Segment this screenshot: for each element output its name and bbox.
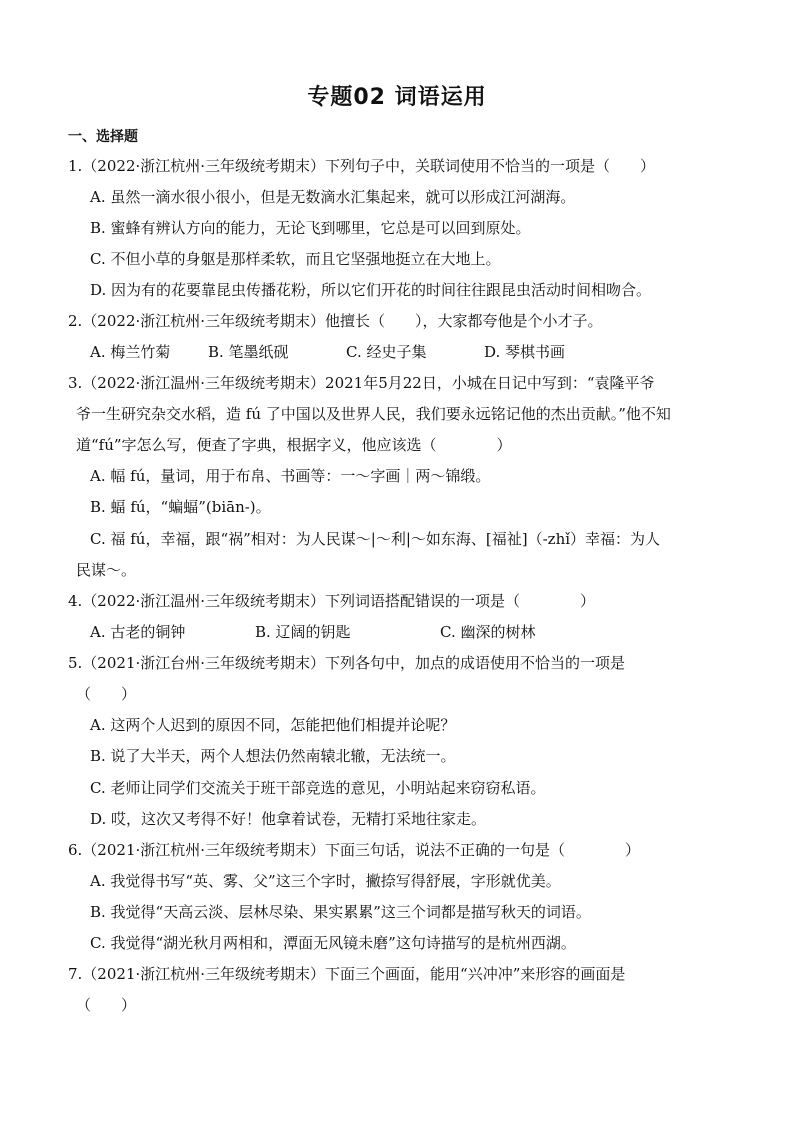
question-7-stem-line-2: （ ） bbox=[76, 996, 137, 1014]
question-5-option-c: C. 老师让同学们交流关于班干部竞选的意见，小明站起来窃窃私语。 bbox=[90, 779, 546, 797]
question-3-stem-line-3: 道“fú”字怎么写，便查了字典，根据字义，他应该选（ ） bbox=[76, 436, 512, 454]
question-2-option-b: B. 笔墨纸砚 bbox=[208, 343, 289, 361]
question-5-option-d: D. 哎，这次又考得不好！他拿着试卷，无精打采地往家走。 bbox=[90, 810, 487, 828]
question-2-options bbox=[90, 342, 565, 362]
question-7-stem: 7.（2021·浙江杭州·三年级统考期末）下面三个画面，能用“兴冲冲”来形容的画面是 bbox=[68, 965, 626, 983]
page-title: 专题02 词语运用 bbox=[307, 85, 487, 110]
question-2-stem: 2.（2022·浙江杭州·三年级统考期末）他擅长（ ），大家都夸他是个小才子。 bbox=[68, 312, 603, 330]
question-3-stem-line-2: 爷一生研究杂交水稻，造 fú 了中国以及世界人民，我们要永远铭记他的杰出贡献。”他不知 bbox=[76, 405, 671, 423]
section-heading: 一、选择题 bbox=[68, 129, 138, 145]
question-1-option-a: A. 虽然一滴水很小很小，但是无数滴水汇集起来，就可以形成江河湖海。 bbox=[90, 188, 576, 206]
question-6-option-a: A. 我觉得书写“英、雾、父”这三个字时，撇捺写得舒展，字形就优美。 bbox=[90, 872, 561, 890]
question-6-option-b: B. 我觉得“天高云淡、层林尽染、果实累累”这三个词都是描写秋天的词语。 bbox=[90, 903, 591, 921]
question-5-stem: 5.（2021·浙江台州·三年级统考期末）下列各句中，加点的成语使用不恰当的一项是 bbox=[68, 654, 626, 672]
question-4-option-a: A. 古老的铜钟 bbox=[90, 623, 186, 641]
question-2-option-c: C. 经史子集 bbox=[346, 343, 427, 361]
question-4-options bbox=[90, 622, 535, 642]
question-4-option-b: B. 辽阔的钥匙 bbox=[255, 623, 351, 641]
question-5-option-b: B. 说了大半天，两个人想法仍然南辕北辙，无法统一。 bbox=[90, 747, 456, 765]
question-3-stem: 3.（2022·浙江温州·三年级统考期末）2021年5月22日，小城在日记中写到：“袁隆平爷 bbox=[68, 374, 655, 392]
question-3-option-b: B. 蝠 fú，“蝙蝠”(biān-)。 bbox=[90, 498, 271, 516]
question-1-option-c: C. 不但小草的身躯是那样柔软，而且它坚强地挺立在大地上。 bbox=[90, 250, 501, 268]
question-1-option-d: D. 因为有的花要靠昆虫传播花粉，所以它们开花的时间往往跟昆虫活动时间相吻合。 bbox=[90, 281, 652, 299]
question-3-option-a: A. 幅 fú，量词，用于布帛、书画等：一～字画｜两～锦缎。 bbox=[90, 467, 491, 485]
question-6-option-c: C. 我觉得“湖光秋月两相和，潭面无风镜未磨”这句诗描写的是杭州西湖。 bbox=[90, 934, 576, 952]
question-6-stem: 6.（2021·浙江杭州·三年级统考期末）下面三句话，说法不正确的一句是（ ） bbox=[68, 841, 641, 859]
question-4-stem: 4.（2022·浙江温州·三年级统考期末）下列词语搭配错误的一项是（ ） bbox=[68, 592, 596, 610]
question-5-option-a: A. 这两个人迟到的原因不同，怎能把他们相提并论呢？ bbox=[90, 716, 456, 734]
question-3-option-c-continued: 民谋～。 bbox=[76, 561, 137, 579]
question-4-option-c: C. 幽深的树林 bbox=[440, 623, 536, 641]
question-2-option-d: D. 琴棋书画 bbox=[484, 343, 566, 361]
question-1-stem: 1.（2022·浙江杭州·三年级统考期末）下列句子中，关联词使用不恰当的一项是（ ） bbox=[68, 157, 656, 175]
question-1-option-b: B. 蜜蜂有辨认方向的能力，无论飞到哪里，它总是可以回到原处。 bbox=[90, 219, 531, 237]
question-3-option-c: C. 福 fú，幸福，跟“祸”相对：为人民谋～|～利|～如东海、[福祉]（-zhǐ）幸福：为人 bbox=[90, 530, 661, 548]
question-2-option-a: A. 梅兰竹菊 bbox=[90, 343, 171, 361]
question-5-stem-line-2: （ ） bbox=[76, 685, 137, 703]
